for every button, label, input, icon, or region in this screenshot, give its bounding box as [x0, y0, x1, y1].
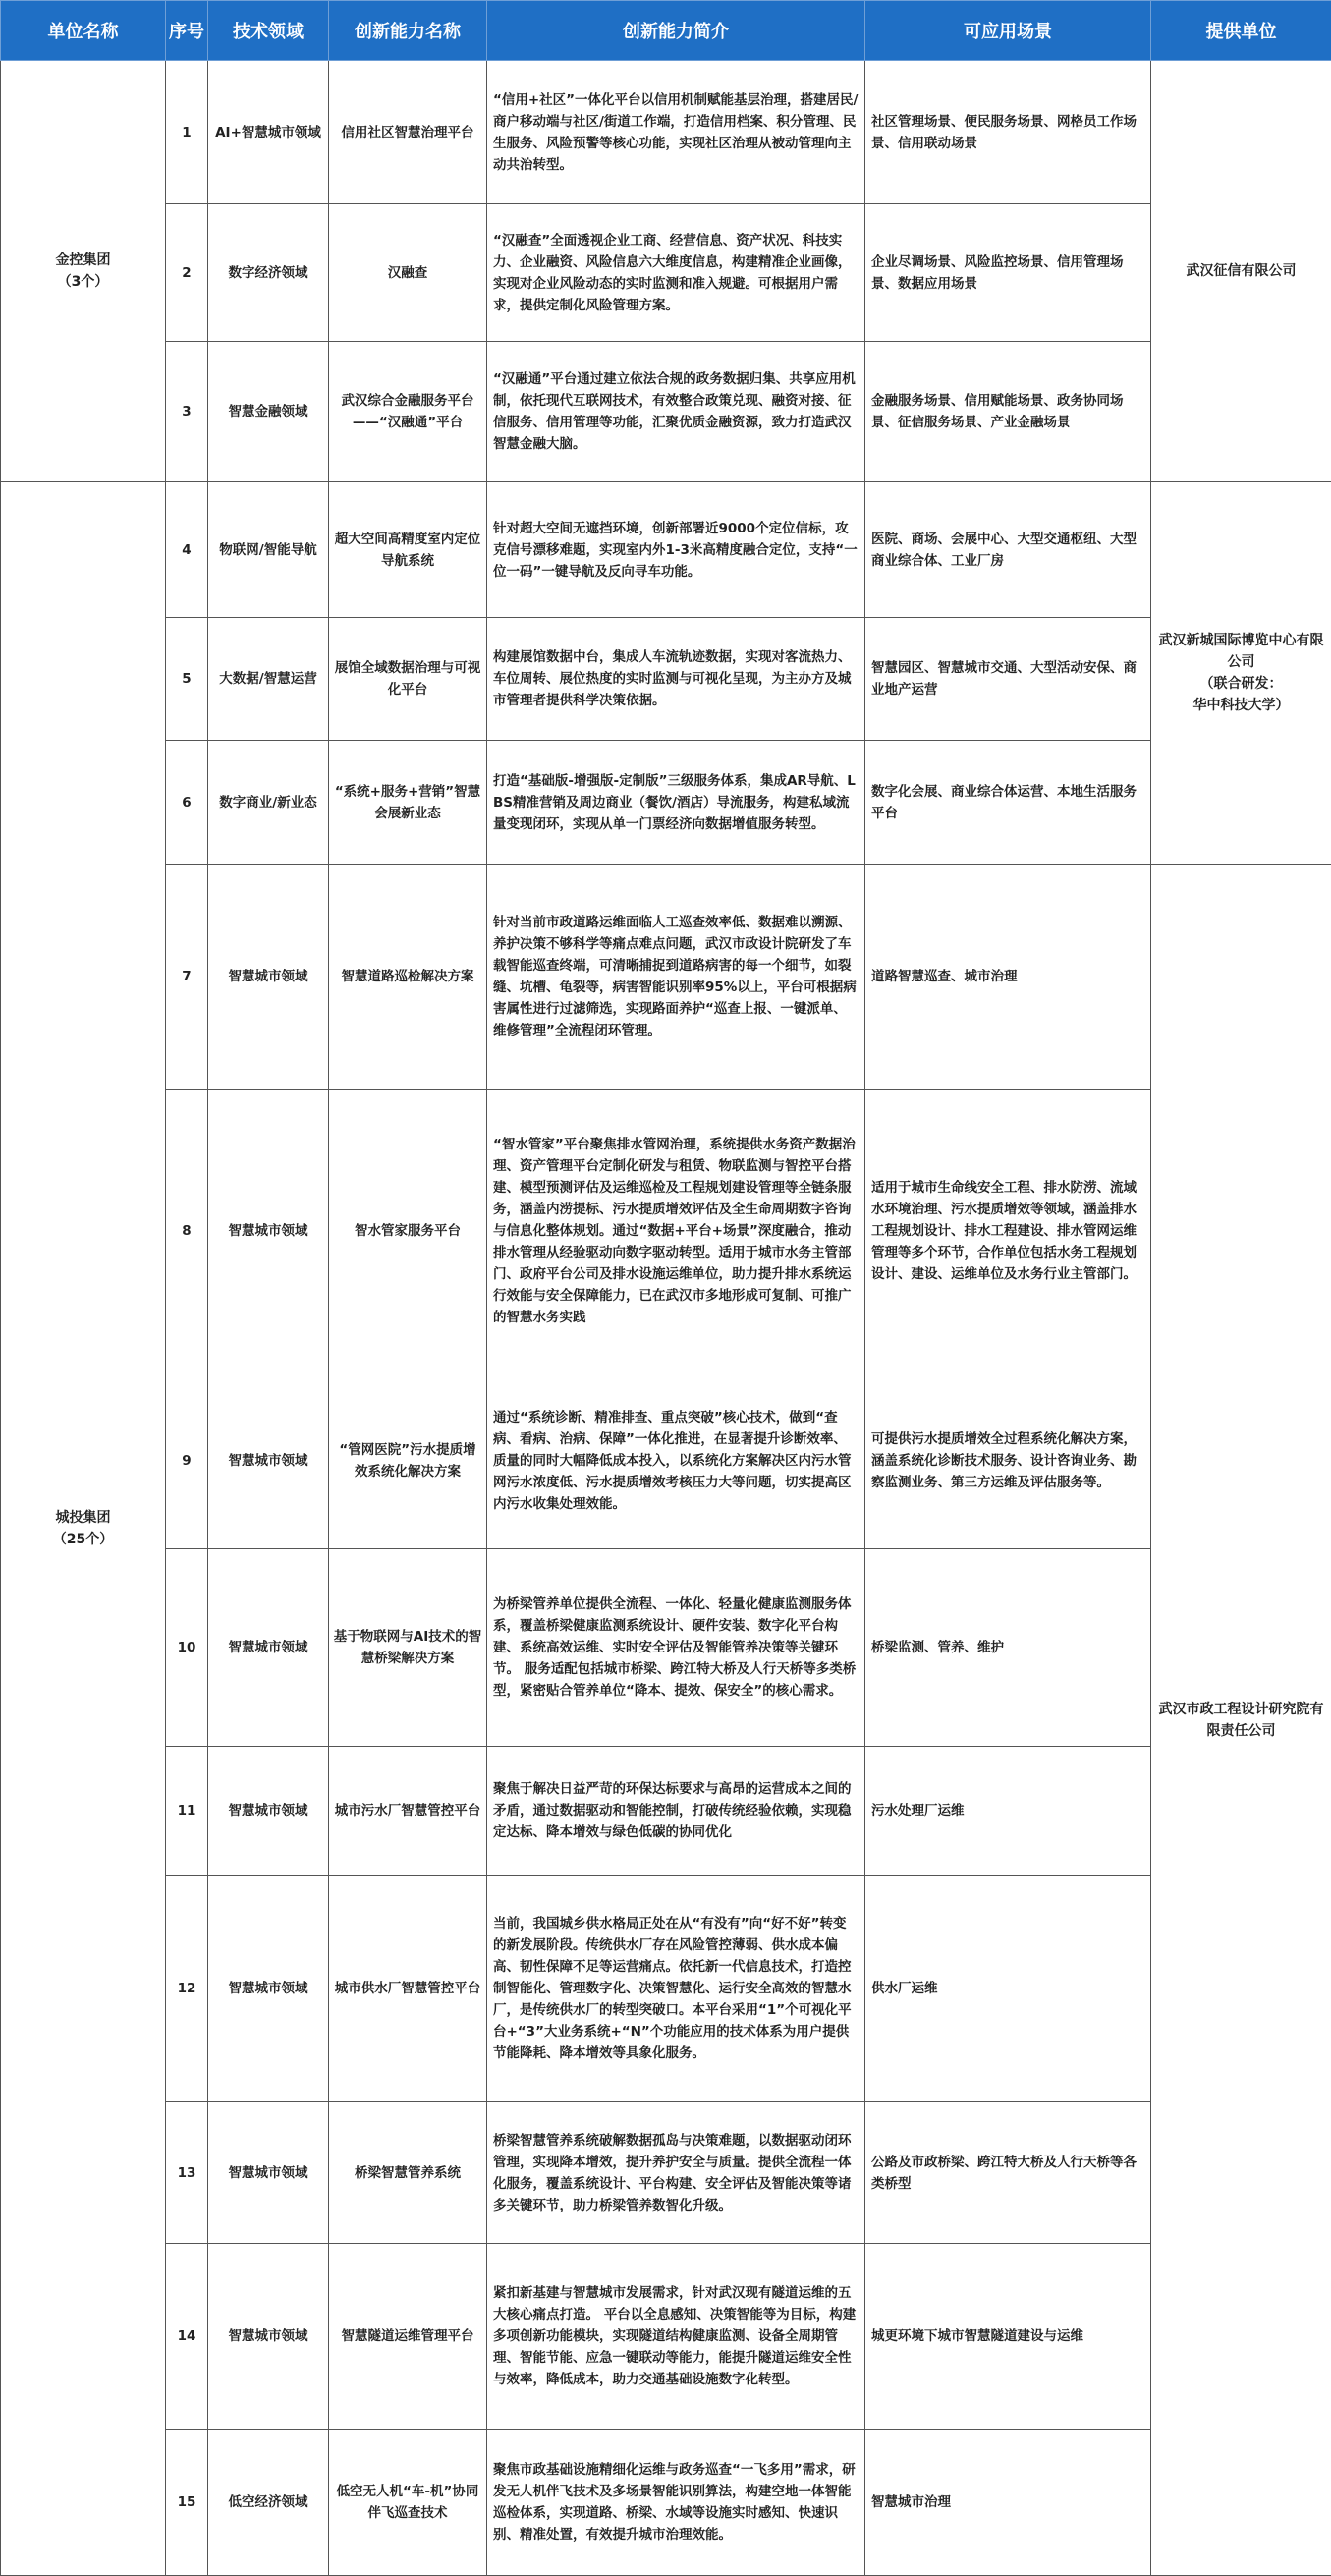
row-capability-name: 汉融查: [329, 204, 487, 342]
row-scenarios: 金融服务场景、信用赋能场景、政务协同场景、征信服务场景、产业金融场景: [865, 342, 1151, 482]
row-number: 2: [166, 204, 208, 342]
table-row: [1, 482, 1331, 618]
row-field: 智慧城市领域: [208, 2102, 329, 2244]
row-capability-name: 智慧道路巡检解决方案: [329, 865, 487, 1090]
row-scenarios: 供水厂运维: [865, 1876, 1151, 2102]
row-number: 15: [166, 2430, 208, 2576]
row-capability-name: 基于物联网与AI技术的智慧桥梁解决方案: [329, 1549, 487, 1747]
row-field: 大数据/智慧运营: [208, 618, 329, 741]
table-row: [1, 2244, 1331, 2430]
row-description: 聚焦于解决日益严苛的环保达标要求与高昂的运营成本之间的矛盾，通过数据驱动和智能控制，打破传统经验依赖，实现稳定达标、降本增效与绿色低碳的协同优化: [487, 1747, 865, 1876]
row-field: 智慧城市领域: [208, 1090, 329, 1372]
row-field: 智慧城市领域: [208, 1549, 329, 1747]
table-row: [1, 204, 1331, 342]
row-scenarios: 企业尽调场景、风险监控场景、信用管理场景、数据应用场景: [865, 204, 1151, 342]
row-field: 智慧城市领域: [208, 1372, 329, 1549]
row-field: 智慧城市领域: [208, 1876, 329, 2102]
table-row: [1, 1372, 1331, 1549]
group-name: 城投集团 （25个）: [1, 482, 166, 2576]
row-description: “汉融通”平台通过建立依法合规的政务数据归集、共享应用机制，依托现代互联网技术，有效整合政策兑现、融资对接、征信服务、信用管理等功能，汇聚优质金融资源，致力打造武汉智慧金融大脑。: [487, 342, 865, 482]
row-field: 数字商业/新业态: [208, 741, 329, 865]
row-description: “智水管家”平台聚焦排水管网治理，系统提供水务资产数据治理、资产管理平台定制化研发与租赁、物联监测与智控平台搭建、模型预测评估及运维巡检及工程规划建设管理等全链条服务，涵盖内涝提标、污水提质增效评估及全生命周期数字咨询与信息化整体规划。通过“数据+平台+场景”深度融合，推动排水管理从经验驱动向数字驱动转型。适用于城市水务主管部门、政府平台公司及排水设施运维单位，助力提升排水系统运行效能与安全保障能力，已在武汉市多地形成可复制、可推广的智慧水务实践: [487, 1090, 865, 1372]
row-scenarios: 道路智慧巡查、城市治理: [865, 865, 1151, 1090]
row-field: 智慧城市领域: [208, 1747, 329, 1876]
table-row: [1, 1876, 1331, 2102]
provider-name: 武汉新城国际博览中心有限公司 （联合研发： 华中科技大学）: [1151, 482, 1331, 865]
row-number: 4: [166, 482, 208, 618]
row-capability-name: 低空无人机“车-机”协同伴飞巡查技术: [329, 2430, 487, 2576]
row-capability-name: “管网医院”污水提质增效系统化解决方案: [329, 1372, 487, 1549]
row-scenarios: 桥梁监测、管养、维护: [865, 1549, 1151, 1747]
row-description: 针对当前市政道路运维面临人工巡查效率低、数据难以溯源、养护决策不够科学等痛点难点问题，武汉市政设计院研发了车载智能巡查终端，可清晰捕捉到道路病害的每一个细节，如裂缝、坑槽、龟裂等，病害智能识别率95%以上，平台可根据病害属性进行过滤筛选，实现路面养护“巡查上报、一键派单、维修管理”全流程闭环管理。: [487, 865, 865, 1090]
row-description: 打造“基础版-增强版-定制版”三级服务体系，集成AR导航、LBS精准营销及周边商业（餐饮/酒店）导流服务，构建私域流量变现闭环，实现从单一门票经济向数据增值服务转型。: [487, 741, 865, 865]
row-scenarios: 可提供污水提质增效全过程系统化解决方案，涵盖系统化诊断技术服务、设计咨询业务、勘察监测业务、第三方运维及评估服务等。: [865, 1372, 1151, 1549]
provider-name: 武汉征信有限公司: [1151, 61, 1331, 482]
row-field: 智慧城市领域: [208, 2244, 329, 2430]
row-scenarios: 污水处理厂运维: [865, 1747, 1151, 1876]
row-capability-name: 城市供水厂智慧管控平台: [329, 1876, 487, 2102]
row-capability-name: 桥梁智慧管养系统: [329, 2102, 487, 2244]
header-description: 创新能力简介: [487, 1, 865, 61]
row-capability-name: 武汉综合金融服务平台——“汉融通”平台: [329, 342, 487, 482]
table-row: [1, 1747, 1331, 1876]
row-number: 8: [166, 1090, 208, 1372]
row-description: 紧扣新基建与智慧城市发展需求，针对武汉现有隧道运维的五大核心痛点打造。 平台以全息感知、决策智能等为目标，构建多项创新功能模块，实现隧道结构健康监测、设备全周期管理、智能节能、应急一键联动等能力，能提升隧道运维安全性与效率，降低成本，助力交通基础设施数字化转型。: [487, 2244, 865, 2430]
table-row: [1, 1090, 1331, 1372]
row-number: 9: [166, 1372, 208, 1549]
table-row: [1, 865, 1331, 1090]
header-unit: 单位名称: [1, 1, 166, 61]
row-scenarios: 社区管理场景、便民服务场景、网格员工作场景、信用联动场景: [865, 61, 1151, 204]
row-capability-name: 智水管家服务平台: [329, 1090, 487, 1372]
row-number: 11: [166, 1747, 208, 1876]
row-description: 桥梁智慧管养系统破解数据孤岛与决策难题，以数据驱动闭环管理，实现降本增效，提升养护安全与质量。提供全流程一体化服务，覆盖系统设计、平台构建、安全评估及智能决策等诸多关键环节，助力桥梁管养数智化升级。: [487, 2102, 865, 2244]
row-capability-name: 信用社区智慧治理平台: [329, 61, 487, 204]
row-capability-name: 城市污水厂智慧管控平台: [329, 1747, 487, 1876]
row-scenarios: 数字化会展、商业综合体运营、本地生活服务平台: [865, 741, 1151, 865]
header-provider: 提供单位: [1151, 1, 1331, 61]
row-description: 通过“系统诊断、精准排查、重点突破”核心技术，做到“查病、看病、治病、保障”一体化推进，在显著提升诊断效率、质量的同时大幅降低成本投入，以系统化方案解决区内污水管网污水浓度低、污水提质增效考核压力大等问题，切实提高区内污水收集处理效能。: [487, 1372, 865, 1549]
row-number: 7: [166, 865, 208, 1090]
header-capability-name: 创新能力名称: [329, 1, 487, 61]
row-description: 为桥梁管养单位提供全流程、一体化、轻量化健康监测服务体系，覆盖桥梁健康监测系统设计、硬件安装、数字化平台构建、系统高效运维、实时安全评估及智能管养决策等关键环节。 服务适配包括城市桥梁、跨江特大桥及人行天桥等多类桥型，紧密贴合管养单位“降本、提效、保安全”的核心需求。: [487, 1549, 865, 1747]
row-description: 当前，我国城乡供水格局正处在从“有没有”向“好不好”转变的新发展阶段。传统供水厂存在风险管控薄弱、供水成本偏高、韧性保障不足等运营痛点。依托新一代信息技术，打造控制智能化、管理数字化、决策智慧化、运行安全高效的智慧水厂，是传统供水厂的转型突破口。本平台采用“1”个可视化平台+“3”大业务系统+“N”个功能应用的技术体系为用户提供节能降耗、降本增效等具象化服务。: [487, 1876, 865, 2102]
row-number: 5: [166, 618, 208, 741]
row-number: 3: [166, 342, 208, 482]
header-field: 技术领域: [208, 1, 329, 61]
table-header-row: [1, 1, 1331, 61]
row-scenarios: 公路及市政桥梁、跨江特大桥及人行天桥等各类桥型: [865, 2102, 1151, 2244]
row-number: 14: [166, 2244, 208, 2430]
provider-name: 武汉市政工程设计研究院有限责任公司: [1151, 865, 1331, 2576]
row-capability-name: 超大空间高精度室内定位导航系统: [329, 482, 487, 618]
row-capability-name: 智慧隧道运维管理平台: [329, 2244, 487, 2430]
row-scenarios: 适用于城市生命线安全工程、排水防涝、流域水环境治理、污水提质增效等领域，涵盖排水工程规划设计、排水工程建设、排水管网运维管理等多个环节，合作单位包括水务工程规划设计、建设、运维单位及水务行业主管部门。: [865, 1090, 1151, 1372]
group-name: 金控集团 （3个）: [1, 61, 166, 482]
row-capability-name: “系统+服务+营销”智慧会展新业态: [329, 741, 487, 865]
row-scenarios: 城更环境下城市智慧隧道建设与运维: [865, 2244, 1151, 2430]
row-description: “汉融查”全面透视企业工商、经营信息、资产状况、科技实力、企业融资、风险信息六大维度信息，构建精准企业画像，实现对企业风险动态的实时监测和准入规避。可根据用户需求，提供定制化风险管理方案。: [487, 204, 865, 342]
table-row: [1, 618, 1331, 741]
row-field: 数字经济领域: [208, 204, 329, 342]
row-number: 10: [166, 1549, 208, 1747]
table-row: [1, 741, 1331, 865]
table-row: [1, 2102, 1331, 2244]
row-number: 1: [166, 61, 208, 204]
row-field: 智慧金融领域: [208, 342, 329, 482]
row-field: AI+智慧城市领域: [208, 61, 329, 204]
table-row: [1, 2430, 1331, 2576]
row-number: 6: [166, 741, 208, 865]
row-description: 聚焦市政基础设施精细化运维与政务巡查“一飞多用”需求，研发无人机伴飞技术及多场景智能识别算法，构建空地一体智能巡检体系，实现道路、桥梁、水域等设施实时感知、快速识别、精准处置，有效提升城市治理效能。: [487, 2430, 865, 2576]
row-description: 针对超大空间无遮挡环境，创新部署近9000个定位信标，攻克信号漂移难题，实现室内外1-3米高精度融合定位，支持“一位一码”一键导航及反向寻车功能。: [487, 482, 865, 618]
row-number: 12: [166, 1876, 208, 2102]
row-scenarios: 智慧城市治理: [865, 2430, 1151, 2576]
header-scenarios: 可应用场景: [865, 1, 1151, 61]
row-description: 构建展馆数据中台，集成人车流轨迹数据，实现对客流热力、车位周转、展位热度的实时监测与可视化呈现，为主办方及城市管理者提供科学决策依据。: [487, 618, 865, 741]
row-number: 13: [166, 2102, 208, 2244]
row-field: 物联网/智能导航: [208, 482, 329, 618]
row-description: “信用+社区”一体化平台以信用机制赋能基层治理，搭建居民/商户移动端与社区/街道工作端，打造信用档案、积分管理、民生服务、风险预警等核心功能，实现社区治理从被动管理向主动共治转型。: [487, 61, 865, 204]
row-scenarios: 医院、商场、会展中心、大型交通枢纽、大型商业综合体、工业厂房: [865, 482, 1151, 618]
table-row: [1, 61, 1331, 204]
table-row: [1, 1549, 1331, 1747]
row-field: 低空经济领域: [208, 2430, 329, 2576]
row-field: 智慧城市领域: [208, 865, 329, 1090]
row-capability-name: 展馆全域数据治理与可视化平台: [329, 618, 487, 741]
header-no: 序号: [166, 1, 208, 61]
row-scenarios: 智慧园区、智慧城市交通、大型活动安保、商业地产运营: [865, 618, 1151, 741]
table-row: [1, 342, 1331, 482]
